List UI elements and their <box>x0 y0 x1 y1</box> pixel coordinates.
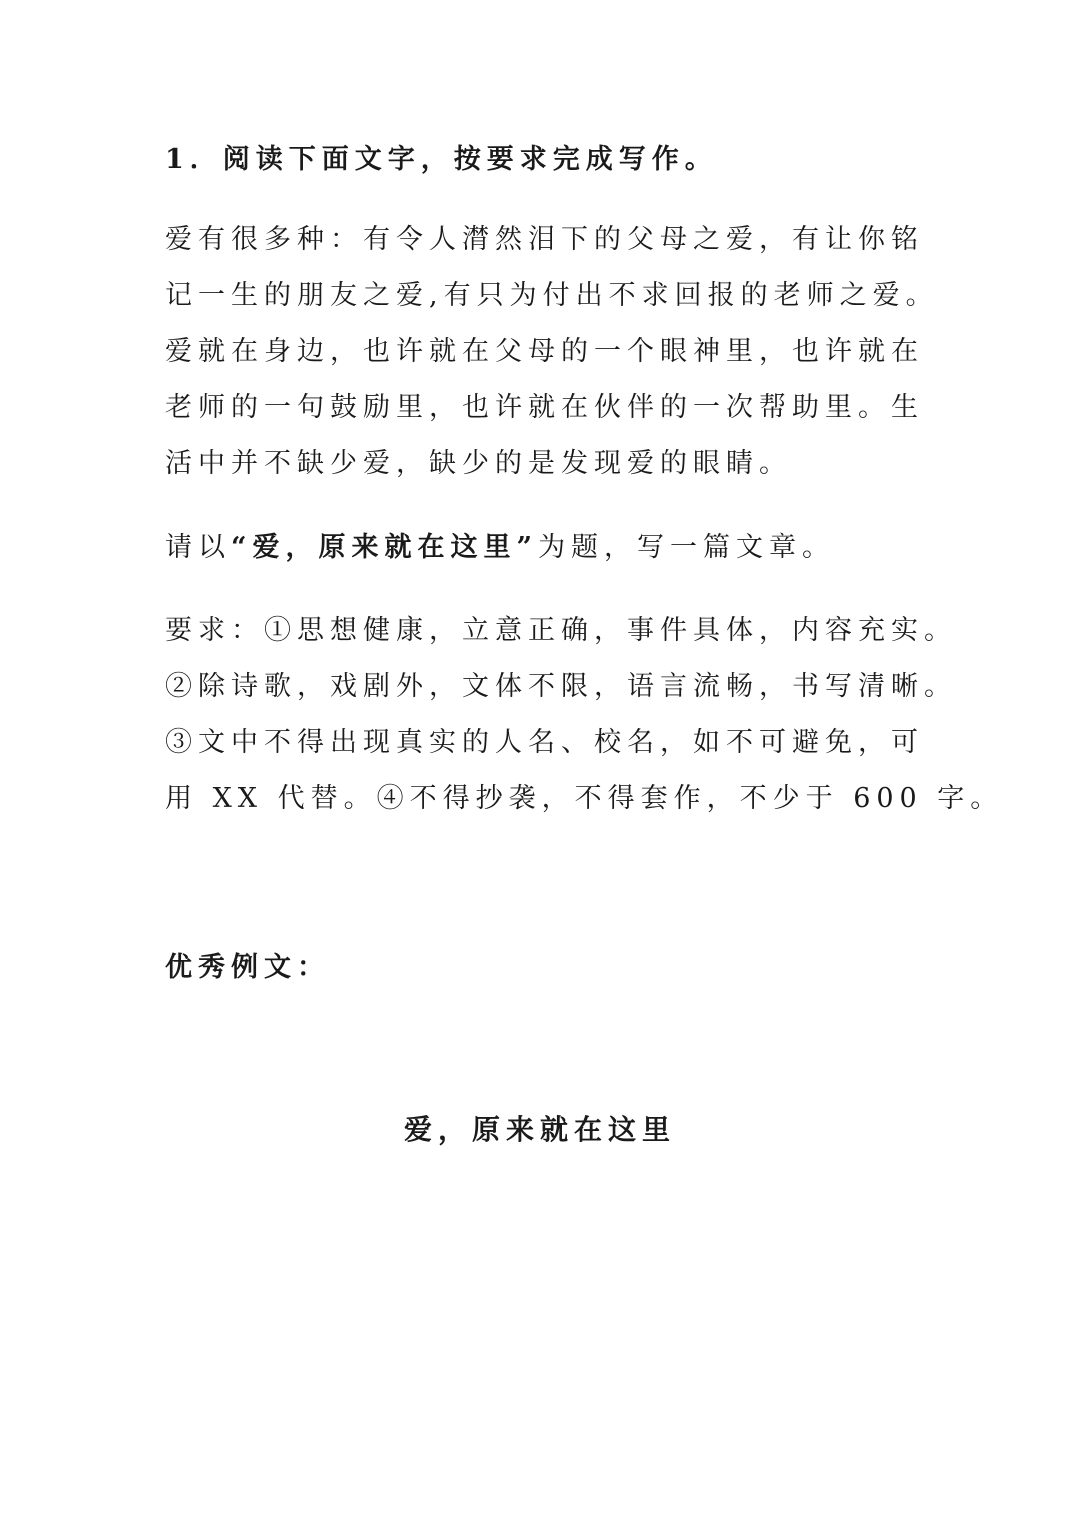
example-label: 优秀例文： <box>165 952 330 983</box>
prompt-after: 为题，写一篇文章。 <box>538 532 836 563</box>
passage-line: 老师的一句鼓励里，也许就在伙伴的一次帮助里。生 <box>165 392 924 423</box>
requirement-line: ③文中不得出现真实的人名、校名，如不可避免，可 <box>165 727 924 758</box>
requirement-line: 要求：①思想健康，立意正确，事件具体，内容充实。 <box>165 615 957 646</box>
passage <box>165 212 939 492</box>
passage-line: 记一生的朋友之爱,有只为付出不求回报的老师之爱。 <box>165 280 939 311</box>
prompt-title: “爱，原来就在这里” <box>231 532 539 563</box>
prompt-before: 请以 <box>165 532 231 563</box>
passage-line: 爱就在身边，也许就在父母的一个眼神里，也许就在 <box>165 336 924 367</box>
passage-line: 爱有很多种：有令人潸然泪下的父母之爱，有让你铭 <box>165 224 924 255</box>
requirements <box>165 603 1004 827</box>
question-heading: 1．阅读下面文字，按要求完成写作。 <box>165 144 718 175</box>
passage-line: 活中并不缺少爱，缺少的是发现爱的眼睛。 <box>165 448 792 479</box>
essay-title: 爱，原来就在这里 <box>403 1113 676 1146</box>
requirement-line: 用 XX 代替。④不得抄袭，不得套作，不少于 600 字。 <box>165 783 1004 814</box>
writing-prompt <box>165 520 925 576</box>
requirement-line: ②除诗歌，戏剧外，文体不限，语言流畅，书写清晰。 <box>165 671 957 702</box>
